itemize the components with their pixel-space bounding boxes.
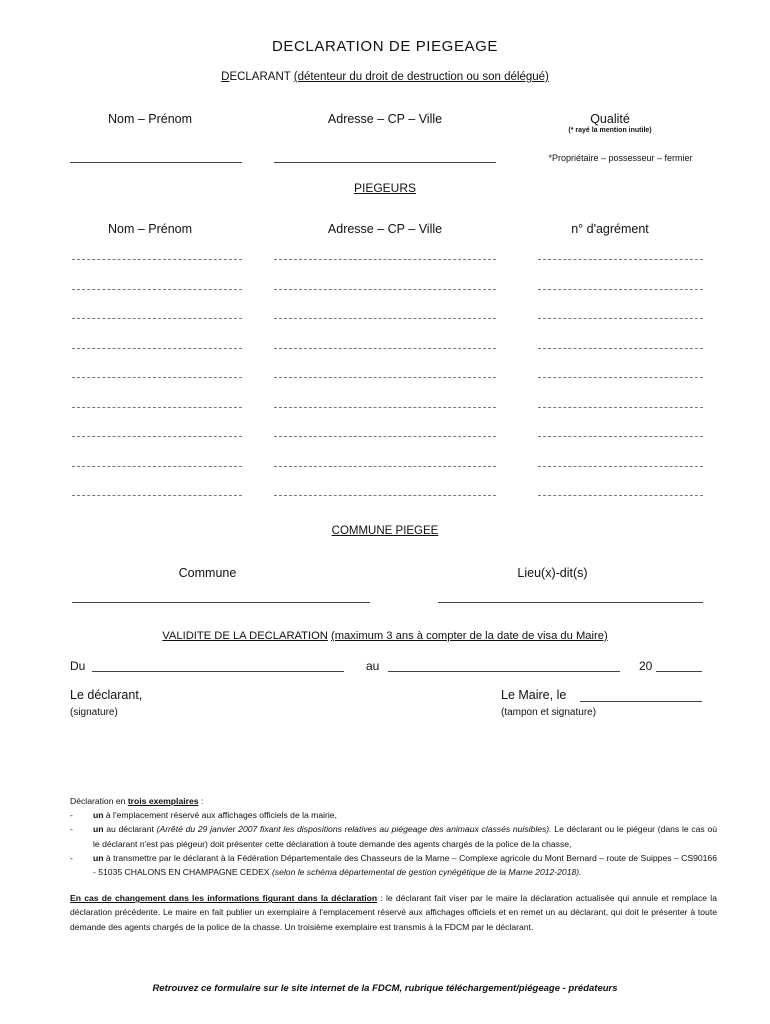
note-item-bold: un: [93, 824, 104, 835]
maire-label: Le Maire, le: [501, 688, 567, 702]
piegeur-address-field[interactable]: [274, 318, 496, 319]
notes-intro-bold: trois exemplaires: [127, 796, 199, 806]
declarant-heading-note: (détenteur du droit de destruction ou son délégué): [293, 71, 549, 83]
piegeur-address-field[interactable]: [274, 348, 496, 349]
note-item-text: à l'emplacement réservé aux affichages officiels de la mairie,: [103, 810, 337, 821]
declarant-signature-label: Le déclarant,: [70, 688, 143, 702]
note-item-bold: un: [93, 810, 104, 821]
piegeur-agrement-field[interactable]: [538, 318, 703, 319]
declarant-col-name: Nom – Prénom: [107, 112, 193, 126]
piegeur-agrement-field[interactable]: [538, 495, 703, 496]
declarant-signature-sub: (signature): [70, 707, 118, 718]
list-item: [70, 808, 717, 822]
note-item-text: au déclarant: [103, 824, 157, 835]
piegeur-agrement-field[interactable]: [538, 466, 703, 467]
quality-note: (* rayé la mention inutile): [568, 127, 652, 134]
piegeur-agrement-field[interactable]: [538, 436, 703, 437]
piegeur-agrement-field[interactable]: [538, 407, 703, 408]
list-item: [70, 822, 717, 850]
declarant-heading: [0, 71, 770, 83]
declarant-name-field[interactable]: [70, 162, 242, 163]
change-text: : le déclarant fait viser par le maire la déclaration actualisée qui annule et remplace la déclaration précédente. Le maire en fait publier un exemplaire à l'emplacement réservé aux affichages officiels et en remet un au déclarant, qui doit le présenter à toute demande des agents chargés de la police de la chasse. Un troisième exemplaire est transmis à la FDCM par le déclarant.: [70, 893, 717, 932]
piegeur-address-field[interactable]: [274, 495, 496, 496]
piegeur-address-field[interactable]: [274, 289, 496, 290]
piegeur-name-field[interactable]: [72, 407, 242, 408]
piegeur-name-field[interactable]: [72, 318, 242, 319]
notes-intro-text: Déclaration en: [70, 796, 126, 806]
year-label: 20: [639, 659, 653, 673]
au-label: au: [366, 659, 380, 673]
piegeurs-col-address: Adresse – CP – Ville: [327, 222, 443, 236]
change-paragraph: [70, 891, 717, 934]
change-bold: En cas de changement dans les informations figurant dans la déclaration: [70, 893, 378, 904]
note-item-text: à transmettre par le déclarant à la Fédération Départementale des Chasseurs de la Marne – Complexe agricole du Mont Bernard – route de Suippes – CS90166 - 51035 CHALONS EN CHAMPAGNE CEDEX: [93, 852, 717, 878]
notes-block: [70, 794, 717, 934]
page-title: DECLARATION DE PIEGEAGE: [271, 38, 499, 55]
validite-heading: [0, 630, 770, 642]
date-to-field[interactable]: [388, 671, 620, 672]
piegeur-address-field[interactable]: [274, 259, 496, 260]
piegeur-address-field[interactable]: [274, 466, 496, 467]
piegeur-name-field[interactable]: [72, 495, 242, 496]
piegeur-address-field[interactable]: [274, 407, 496, 408]
piegeur-name-field[interactable]: [72, 436, 242, 437]
declarant-heading-rest: ECLARANT: [229, 71, 291, 83]
piegeurs-col-agrement: n° d'agrément: [571, 222, 649, 236]
declarant-address-field[interactable]: [274, 162, 496, 163]
validite-heading-note: (maximum 3 ans à compter de la date de visa du Maire): [330, 630, 608, 642]
quality-options[interactable]: *Propriétaire – possesseur – fermier: [548, 153, 693, 163]
maire-date-field[interactable]: [580, 701, 702, 702]
commune-col-lieu: Lieu(x)-dit(s): [517, 566, 588, 580]
maire-signature-sub: (tampon et signature): [501, 707, 597, 718]
validite-heading-title: VALIDITE DE LA DECLARATION: [162, 630, 328, 642]
declarant-col-address: Adresse – CP – Ville: [327, 112, 443, 126]
notes-list: [70, 808, 717, 879]
lieu-dit-field[interactable]: [438, 602, 703, 603]
piegeur-agrement-field[interactable]: [538, 377, 703, 378]
piegeur-name-field[interactable]: [72, 466, 242, 467]
date-from-field[interactable]: [92, 671, 344, 672]
commune-field[interactable]: [72, 602, 370, 603]
piegeur-agrement-field[interactable]: [538, 289, 703, 290]
footer-note: Retrouvez ce formulaire sur le site internet de la FDCM, rubrique téléchargement/piégeage - prédateurs: [152, 983, 618, 994]
piegeur-name-field[interactable]: [72, 377, 242, 378]
year-field[interactable]: [656, 671, 702, 672]
commune-heading: COMMUNE PIEGEE: [331, 525, 439, 537]
commune-col-commune: Commune: [178, 566, 237, 580]
declarant-col-quality: Qualité: [590, 112, 630, 126]
piegeur-address-field[interactable]: [274, 377, 496, 378]
note-item-bold: un: [93, 852, 104, 863]
piegeurs-heading: PIEGEURS: [353, 181, 416, 195]
piegeurs-col-name: Nom – Prénom: [107, 222, 193, 236]
piegeur-agrement-field[interactable]: [538, 348, 703, 349]
piegeur-name-field[interactable]: [72, 348, 242, 349]
du-label: Du: [70, 659, 86, 673]
piegeur-address-field[interactable]: [274, 436, 496, 437]
notes-intro-end: :: [200, 796, 204, 806]
piegeur-agrement-field[interactable]: [538, 259, 703, 260]
note-item-italic: (Arrêté du 29 janvier 2007 fixant les dispositions relatives au piégeage des animaux classés nuisibles).: [156, 824, 552, 835]
list-item: [70, 851, 717, 879]
notes-intro: [70, 794, 717, 808]
note-item-after: Le déclarant ou le piégeur (dans le cas où le déclarant n'est pas piégeur) doit présenter cette déclaration à toute demande des agents chargés de la police de la chasse,: [93, 824, 718, 849]
piegeur-name-field[interactable]: [72, 259, 242, 260]
declarant-heading-first: D: [221, 71, 230, 83]
note-item-italic: (selon le schéma départemental de gestion cynégétique de la Marne 2012-2018).: [271, 867, 582, 878]
piegeur-name-field[interactable]: [72, 289, 242, 290]
